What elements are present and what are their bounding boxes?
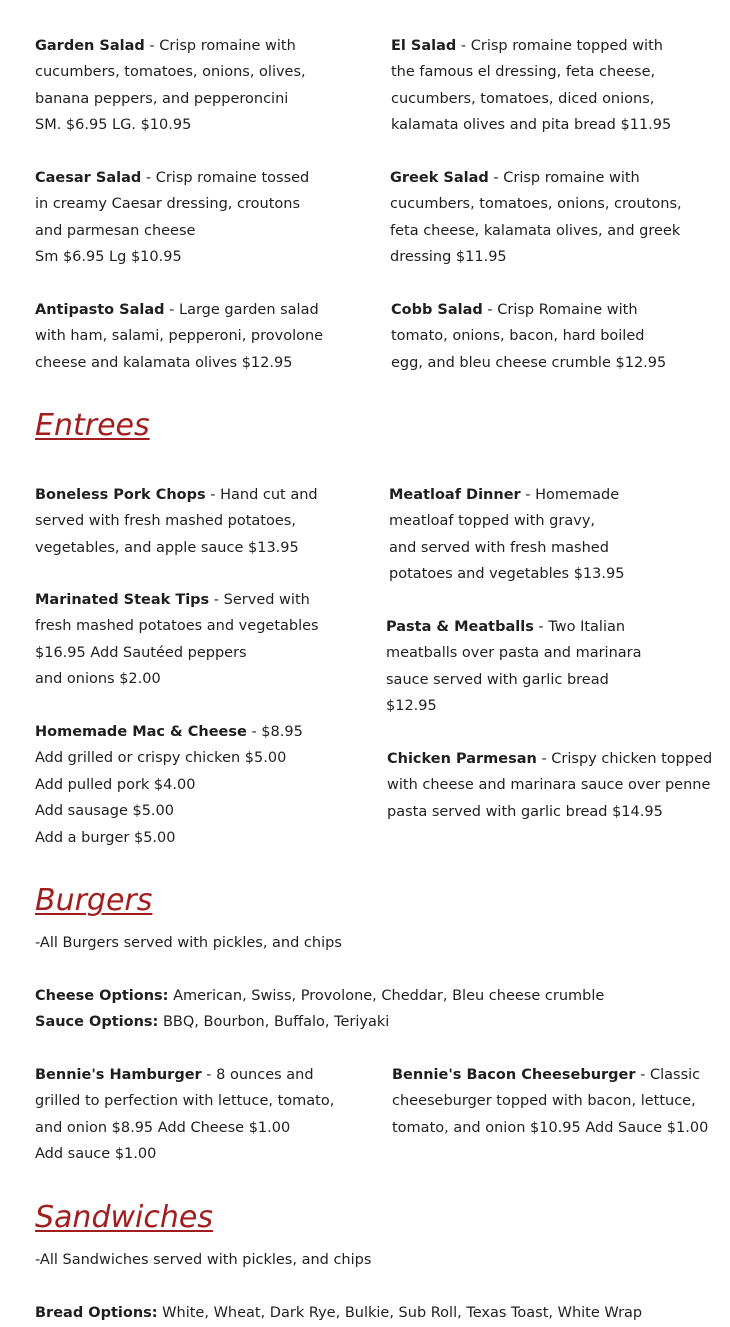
sauce-options-label: Sauce Options: [35, 1014, 159, 1031]
menu-item-cobb-salad: Cobb Salad - Crisp Romaine with tomato, onions, bacon, hard boiled egg, and bleu cheese crumble $12.95 [391, 302, 667, 371]
item-name: Bennie's Hamburger [35, 1067, 202, 1083]
sandwiches-note: -All Sandwiches served with pickles, and chips [35, 1252, 372, 1268]
menu-item-hamburger: Bennie's Hamburger - 8 ounces and grilled to perfection with lettuce, tomato, and onion $8.95 Add Cheese $1.00 Add sauce $1.00 [35, 1067, 335, 1163]
menu-item-steak-tips: Marinated Steak Tips - Served with fresh mashed potatoes and vegetables $16.95 Add Sautéed peppers and onions $2.00 [35, 592, 319, 688]
cut-off-text [35, 0, 49, 6]
item-name: Pasta & Meatballs [386, 619, 534, 635]
item-name: Cobb Salad [391, 302, 483, 318]
item-name: Chicken Parmesan [387, 751, 537, 767]
item-name: Greek Salad [390, 170, 489, 186]
menu-item-garden-salad: Garden Salad - Crisp romaine with cucumbers, tomatoes, onions, olives, banana peppers, and pepperoncini SM. $6.95 LG. $10.95 [35, 38, 306, 134]
item-name: Caesar Salad [35, 170, 142, 186]
menu-item-antipasto-salad: Antipasto Salad - Large garden salad with ham, salami, pepperoni, provolone cheese and kalamata olives $12.95 [35, 302, 324, 371]
item-name: Meatloaf Dinner [389, 487, 521, 503]
menu-item-mac-cheese: Homemade Mac & Cheese - $8.95 Add grilled or crispy chicken $5.00 Add pulled pork $4.00 Add sausage $5.00 Add a burger $5.00 [35, 724, 303, 846]
menu-item-meatloaf-dinner: Meatloaf Dinner - Homemade meatloaf topped with gravy, and served with fresh mashed potatoes and vegetables $13.95 [389, 487, 625, 583]
item-name: El Salad [391, 38, 457, 54]
bread-options: Bread Options: White, Wheat, Dark Rye, Bulkie, Sub Roll, Texas Toast, White Wrap [35, 1305, 643, 1321]
cheese-options: Cheese Options: American, Swiss, Provolone, Cheddar, Bleu cheese crumble Sauce Options: BBQ, Bourbon, Buffalo, Teriyaki [35, 988, 605, 1031]
item-name: Homemade Mac & Cheese [35, 724, 247, 740]
menu-item-greek-salad: Greek Salad - Crisp romaine with cucumbers, tomatoes, onions, croutons, feta cheese, kalamata olives, and greek dressing $11.95 [390, 170, 682, 266]
section-heading-entrees: Entrees [35, 408, 150, 443]
menu-item-pork-chops: Boneless Pork Chops - Hand cut and served with fresh mashed potatoes, vegetables, and apple sauce $13.95 [35, 487, 318, 556]
section-heading-sandwiches: Sandwiches [35, 1200, 213, 1235]
item-name: Boneless Pork Chops [35, 487, 206, 503]
item-name: Bennie's Bacon Cheeseburger [392, 1067, 636, 1083]
menu-item-chicken-parmesan: Chicken Parmesan - Crispy chicken topped with cheese and marinara sauce over penne pasta served with garlic bread $14.95 [387, 751, 713, 820]
menu-item-bacon-cheeseburger: Bennie's Bacon Cheeseburger - Classic cheeseburger topped with bacon, lettuce, tomato, and onion $10.95 Add Sauce $1.00 [392, 1067, 709, 1136]
burgers-note: -All Burgers served with pickles, and chips [35, 935, 342, 951]
menu-item-pasta-meatballs: Pasta & Meatballs - Two Italian meatballs over pasta and marinara sauce served with garlic bread $12.95 [386, 619, 642, 715]
sauce-options: BBQ, Bourbon, Buffalo, Teriyaki [158, 1014, 390, 1031]
menu-item-caesar-salad: Caesar Salad - Crisp romaine tossed in creamy Caesar dressing, croutons and parmesan cheese Sm $6.95 Lg $10.95 [35, 170, 310, 266]
item-name: Garden Salad [35, 38, 145, 54]
menu-item-el-salad: El Salad - Crisp romaine topped with the famous el dressing, feta cheese, cucumbers, tomatoes, diced onions, kalamata olives and pita bread $11.95 [391, 38, 672, 134]
item-name: Marinated Steak Tips [35, 592, 210, 608]
item-name: Antipasto Salad [35, 302, 165, 318]
section-heading-burgers: Burgers [35, 883, 153, 918]
